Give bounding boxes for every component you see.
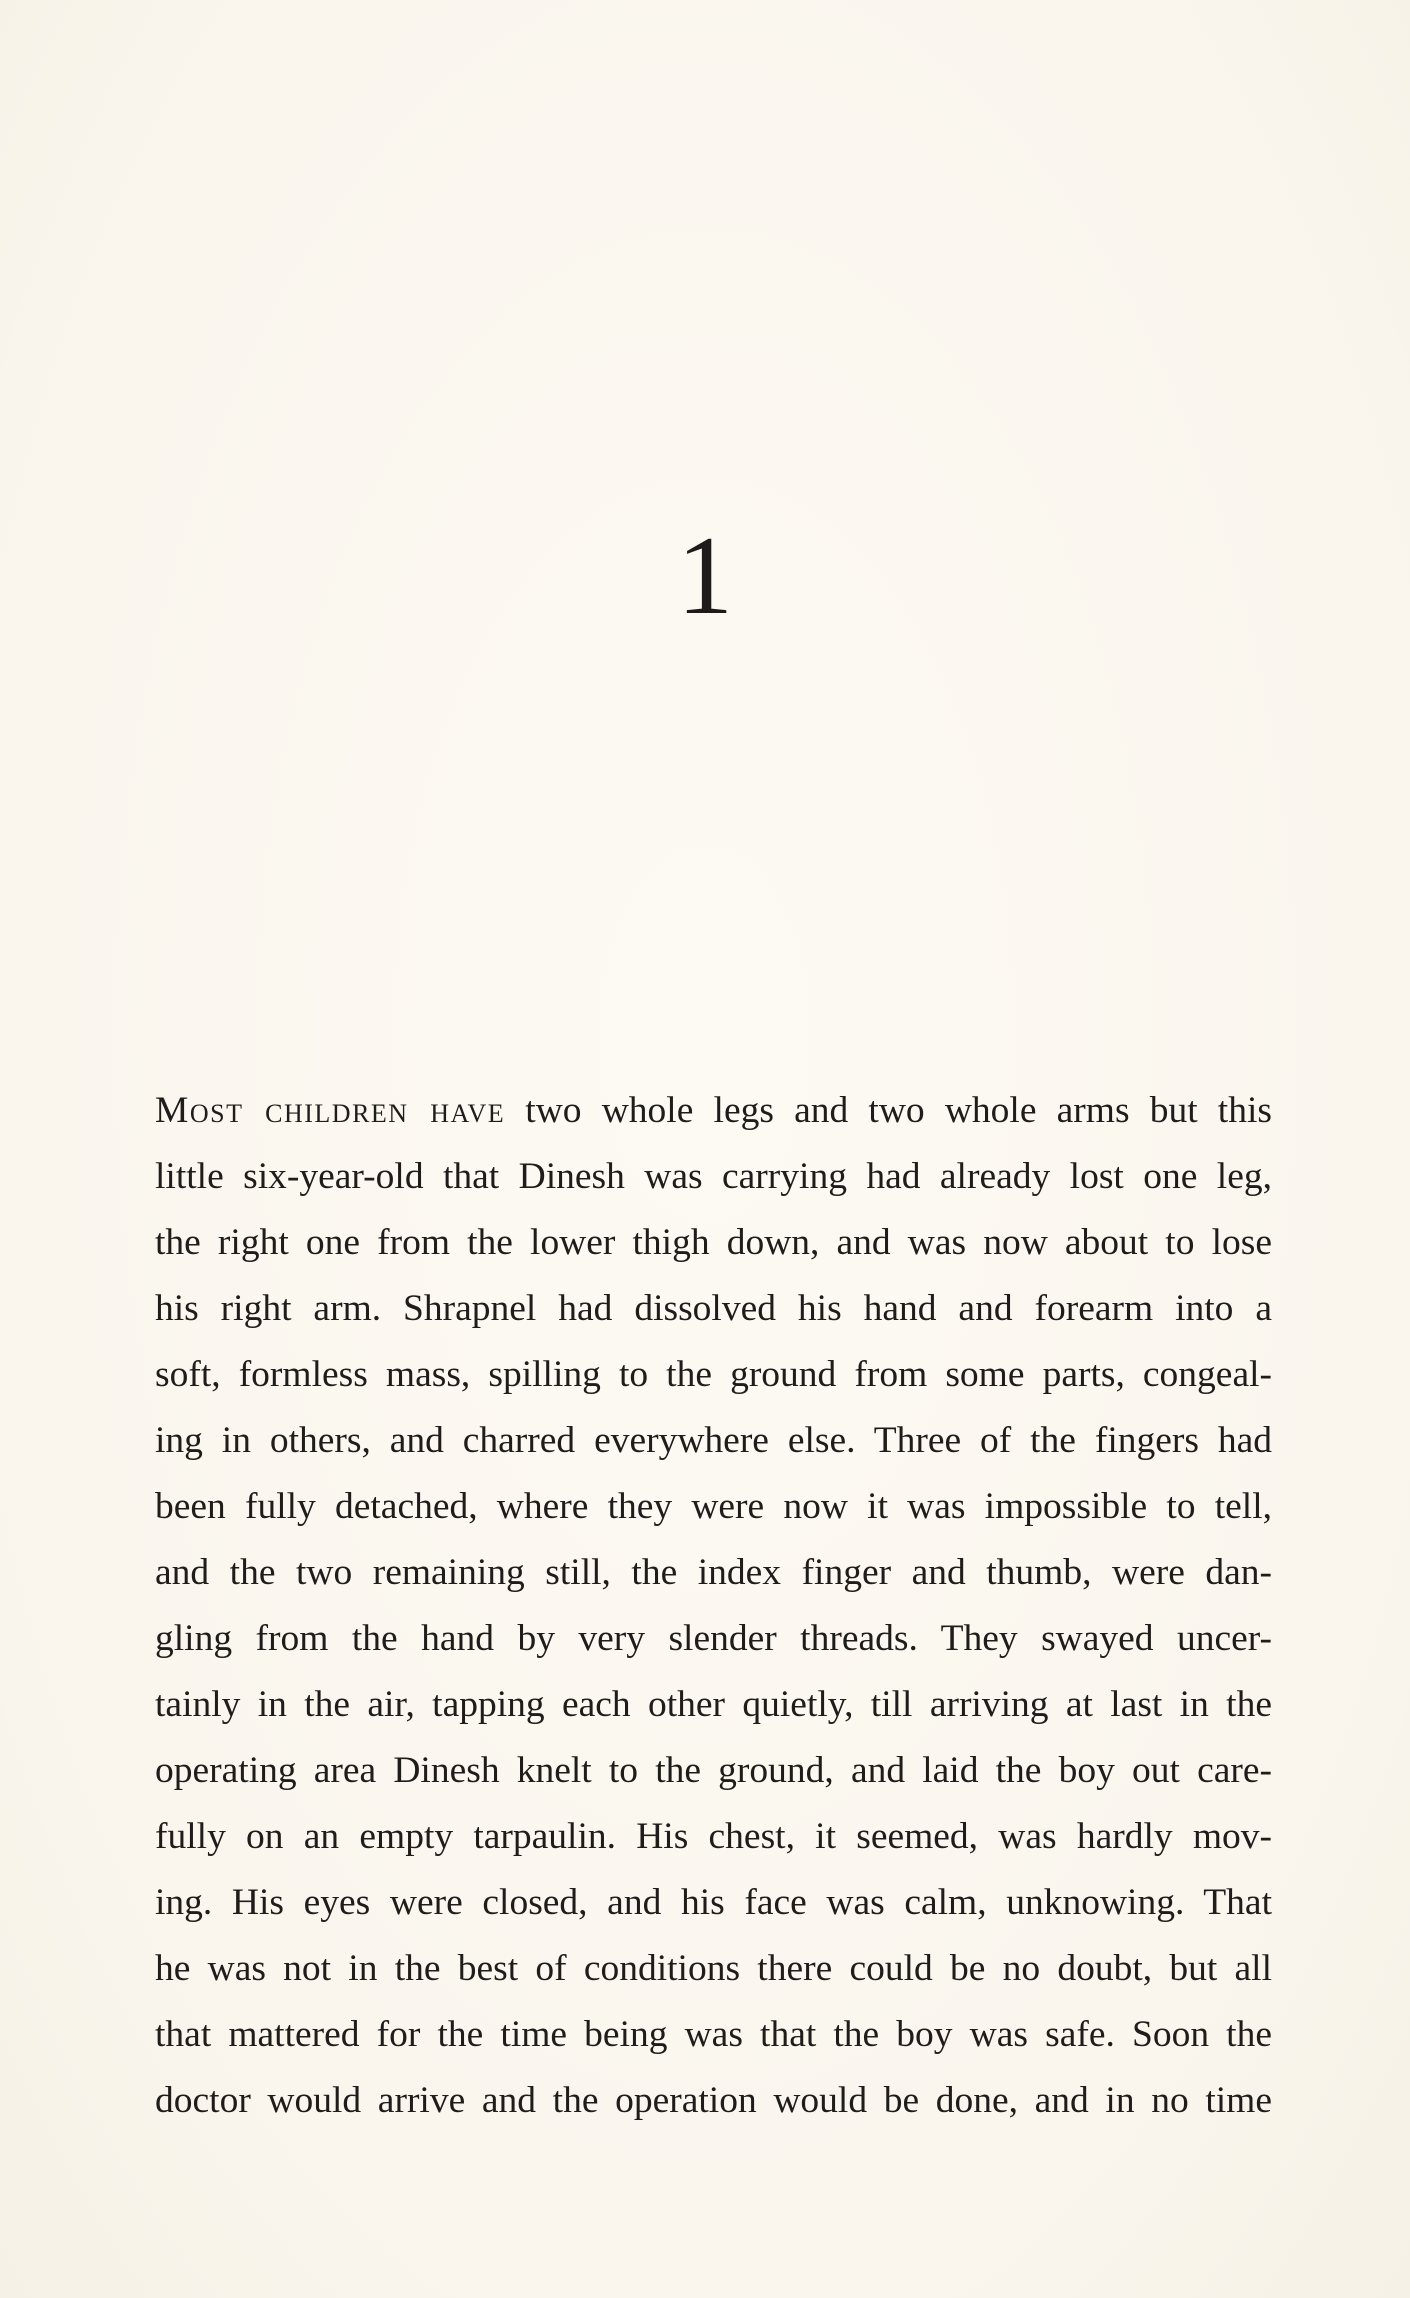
text-line: that mattered for the time being was that the boy was safe. Soon the: [155, 2014, 1272, 2055]
text-line: his right arm. Shrapnel had dissolved his hand and forearm into a: [155, 1288, 1272, 1329]
text-line: fully on an empty tarpaulin. His chest, it seemed, was hardly mov-: [155, 1816, 1272, 1857]
chapter-number: 1: [677, 514, 733, 638]
text-line-content: two whole legs and two whole arms but this: [505, 1090, 1272, 1131]
text-line: ing. His eyes were closed, and his face was calm, unknowing. That: [155, 1882, 1272, 1923]
lead-in-smallcaps: Most children have: [155, 1090, 506, 1131]
text-line: been fully detached, where they were now it was impossible to tell,: [155, 1486, 1272, 1527]
text-line: [155, 1078, 1272, 1144]
text-line: gling from the hand by very slender threads. They swayed uncer-: [155, 1618, 1272, 1659]
text-line: he was not in the best of conditions there could be no doubt, but all: [155, 1948, 1272, 1989]
text-line: tainly in the air, tapping each other quietly, till arriving at last in the: [155, 1684, 1272, 1725]
text-line: soft, formless mass, spilling to the ground from some parts, congeal-: [155, 1354, 1272, 1395]
chapter-body-paragraph: [155, 1078, 1272, 2134]
text-line: doctor would arrive and the operation would be done, and in no time: [155, 2080, 1272, 2121]
text-line: and the two remaining still, the index finger and thumb, were dan-: [155, 1552, 1272, 1593]
text-line: ing in others, and charred everywhere else. Three of the fingers had: [155, 1420, 1272, 1461]
text-line: little six-year-old that Dinesh was carrying had already lost one leg,: [155, 1156, 1272, 1197]
text-line: the right one from the lower thigh down, and was now about to lose: [155, 1222, 1272, 1263]
text-line: operating area Dinesh knelt to the ground, and laid the boy out care-: [155, 1750, 1272, 1791]
